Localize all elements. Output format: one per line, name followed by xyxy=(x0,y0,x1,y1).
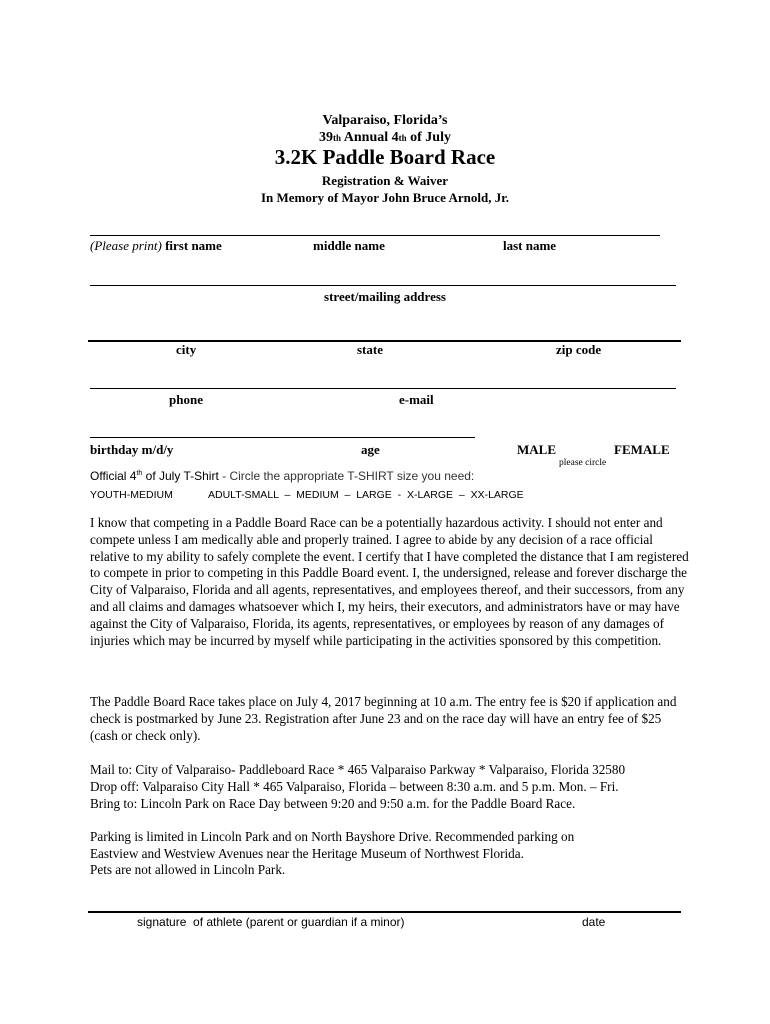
page-subtitle: Registration & Waiver xyxy=(321,173,449,188)
memorial-line: In Memory of Mayor John Bruce Arnold, Jr. xyxy=(260,190,510,205)
phone-email-line[interactable] xyxy=(90,388,676,389)
ordinal-suffix: th xyxy=(398,133,407,143)
name-line[interactable] xyxy=(90,235,660,236)
zip-label: zip code xyxy=(556,342,602,357)
of-july-text: of July xyxy=(406,130,451,145)
email-label: e-mail xyxy=(399,392,434,407)
tshirt-instruction: - Circle the appropriate T-SHIRT size you need: xyxy=(218,469,475,483)
age-label: age xyxy=(361,442,380,457)
tshirt-youth-size[interactable]: YOUTH-MEDIUM xyxy=(90,489,173,501)
address-label: street/mailing address xyxy=(324,289,446,304)
phone-label: phone xyxy=(169,392,203,407)
fee-paragraph: The Paddle Board Race takes place on July 4, 2017 beginning at 10 a.m. The entry fee is $20 if application and check is postmarked by June 23. Registration after June 23 and on the race day will have an entry fee of $25 (cash or check only). xyxy=(90,694,677,743)
last-name-label: last name xyxy=(503,238,557,253)
female-option[interactable]: FEMALE xyxy=(614,442,670,457)
page-title: 3.2K Paddle Board Race xyxy=(274,145,496,169)
annual-text: Annual 4 xyxy=(341,130,399,145)
tshirt-heading xyxy=(90,469,474,483)
first-name-label xyxy=(90,238,222,254)
pets-line: Pets are not allowed in Lincoln Park. xyxy=(90,862,286,877)
date-label: date xyxy=(582,915,606,929)
birthday-age-line[interactable] xyxy=(90,437,475,438)
anniversary-number: 39 xyxy=(319,130,334,145)
tshirt-adult-sizes[interactable]: ADULT-SMALL – MEDIUM – LARGE - X-LARGE – XX-LARGE xyxy=(208,489,524,501)
first-name-text: first name xyxy=(165,238,222,253)
mail-to-line: Mail to: City of Valparaiso- Paddleboard Race * 465 Valparaiso Parkway * Valparaiso, Florida 32580 xyxy=(90,762,626,777)
address-line[interactable] xyxy=(90,285,676,286)
ordinal-suffix: th xyxy=(333,133,342,143)
state-label: state xyxy=(357,342,383,357)
drop-off-line: Drop off: Valparaiso City Hall * 465 Valparaiso, Florida – between 8:30 a.m. and 5 p.m. Mon. – Fri. xyxy=(90,779,619,794)
please-print-note: (Please print) xyxy=(90,238,162,253)
parking-line-1: Parking is limited in Lincoln Park and on North Bayshore Drive. Recommended parking on xyxy=(90,829,575,844)
city-label: city xyxy=(176,342,197,357)
birthday-label: birthday m/d/y xyxy=(90,442,174,457)
bring-to-line: Bring to: Lincoln Park on Race Day between 9:20 and 9:50 a.m. for the Paddle Board Race. xyxy=(90,796,576,811)
signature-label: signature of athlete (parent or guardian if a minor) xyxy=(137,915,405,929)
parking-line-2: Eastview and Westview Avenues near the Heritage Museum of Northwest Florida. xyxy=(90,846,524,861)
signature-line[interactable] xyxy=(88,911,681,913)
male-option[interactable]: MALE xyxy=(517,442,556,457)
header-line2 xyxy=(0,130,770,146)
please-circle-note: please circle xyxy=(559,458,607,468)
middle-name-label: middle name xyxy=(313,238,385,253)
tshirt-label: Official 4th of July T-Shirt xyxy=(90,469,219,483)
waiver-paragraph: I know that competing in a Paddle Board Race can be a potentially hazardous activity. I should not enter and compete unless I am medically able and properly trained. I agree to abide by any decision of a race official relative to my ability to safely complete the event. I certify that I have completed the distance that I am registered to compete in prior to competing in this Paddle Board event. I, the undersigned, release and forever discharge the City of Valparaiso, Florida and all agents, representatives, and employees thereof, and their successors, from any and all claims and damages whatsoever which I, my heirs, their executors, and administrators have or may have against the City of Valparaiso, Florida, its agents, representatives, or employees by reason of any damages of injuries which may be incurred by myself while participating in the activities sponsored by this competition. xyxy=(90,515,689,648)
header-line1: Valparaiso, Florida’s xyxy=(322,113,448,128)
